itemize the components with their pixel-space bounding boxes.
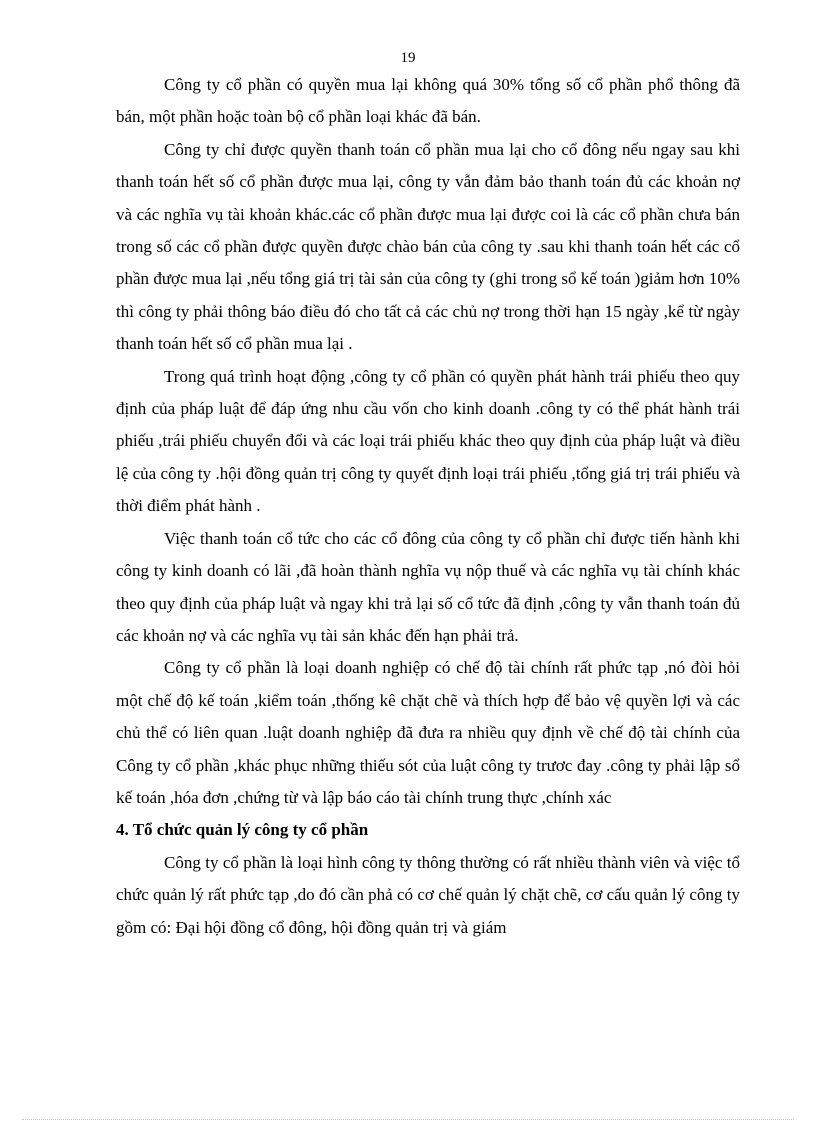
paragraph-bond-issuance: Trong quá trình hoạt động ,công ty cổ phần có quyền phát hành trái phiếu theo quy định của pháp luật để đáp ứng nhu cầu vốn cho kinh doanh .công ty có thể phát hành trái phiếu ,trái phiếu chuyển đổi và các loại trái phiếu khác theo quy định của pháp luật và điều lệ của công ty .hội đồng quản trị công ty quyết định loại trái phiếu ,tổng giá trị trái phiếu và thời điểm phát hành . [116,366,740,516]
paragraph-financial-regime: Công ty cổ phần là loại doanh nghiệp có chế độ tài chính rất phức tạp ,nó đòi hỏi một chế độ kế toán ,kiểm toán ,thống kê chặt chẽ và thích hợp để bảo vệ quyền lợi và các chủ thể có liên quan .luật doanh nghiệp đã đưa ra nhiều quy định về chế độ tài chính của Công ty cổ phần ,khác phục những thiếu sót của luật công ty trươc đay .công ty phải lập sổ kế toán ,hóa đơn ,chứng từ và lập báo cáo tài chính trung thực ,chính xác [116,658,740,807]
paragraph-share-buyback-limit: Công ty cổ phần có quyền mua lại không quá 30% tổng số cổ phần phổ thông đã bán, một phần hoặc toàn bộ cổ phần loại khác đã bán. [116,75,740,127]
document-body [116,69,740,944]
paragraph-buyback-payment: Công ty chỉ được quyền thanh toán cổ phần mua lại cho cổ đông nếu ngay sau khi thanh toán hết số cổ phần được mua lại, công ty vẫn đảm bảo thanh toán đủ các khoản nợ và các nghĩa vụ tài khoản khác.các cổ phần được mua lại được coi là các cổ phần chưa bán trong số các cổ phần được quyền được chào bán của công ty .sau khi thanh toán hết các cổ phần được mua lại ,nếu tổng giá trị tài sản của công ty (ghi trong sổ kế toán )giảm hơn 10% thì công ty phải thông báo điều đó cho tất cả các chủ nợ trong thời hạn 15 ngày ,kể từ ngày thanh toán hết số cổ phần mua lại . [116,139,740,354]
page-number: 19 [400,50,416,66]
page-bottom-divider [22,1119,794,1120]
paragraph-dividend-payment: Việc thanh toán cổ tức cho các cổ đông của công ty cổ phần chỉ được tiến hành khi công ty kinh doanh có lãi ,đã hoàn thành nghĩa vụ nộp thuế và các nghĩa vụ tài chính khác theo quy định của pháp luật và ngay khi trả lại số cổ tức đã định ,công ty vẫn thanh toán đủ các khoản nợ và các nghĩa vụ tài sản khác đến hạn phải trả. [116,528,740,645]
section-heading: 4. Tổ chức quản lý công ty cổ phần [116,820,369,840]
paragraph-management-structure: Công ty cổ phần là loại hình công ty thông thường có rất nhiều thành viên và việc tổ chức quản lý rất phức tạp ,do đó cần phả có cơ chế quản lý chặt chẽ, cơ cấu quản lý công ty gồm có: Đại hội đồng cổ đông, hội đồng quản trị và giám [116,852,740,937]
